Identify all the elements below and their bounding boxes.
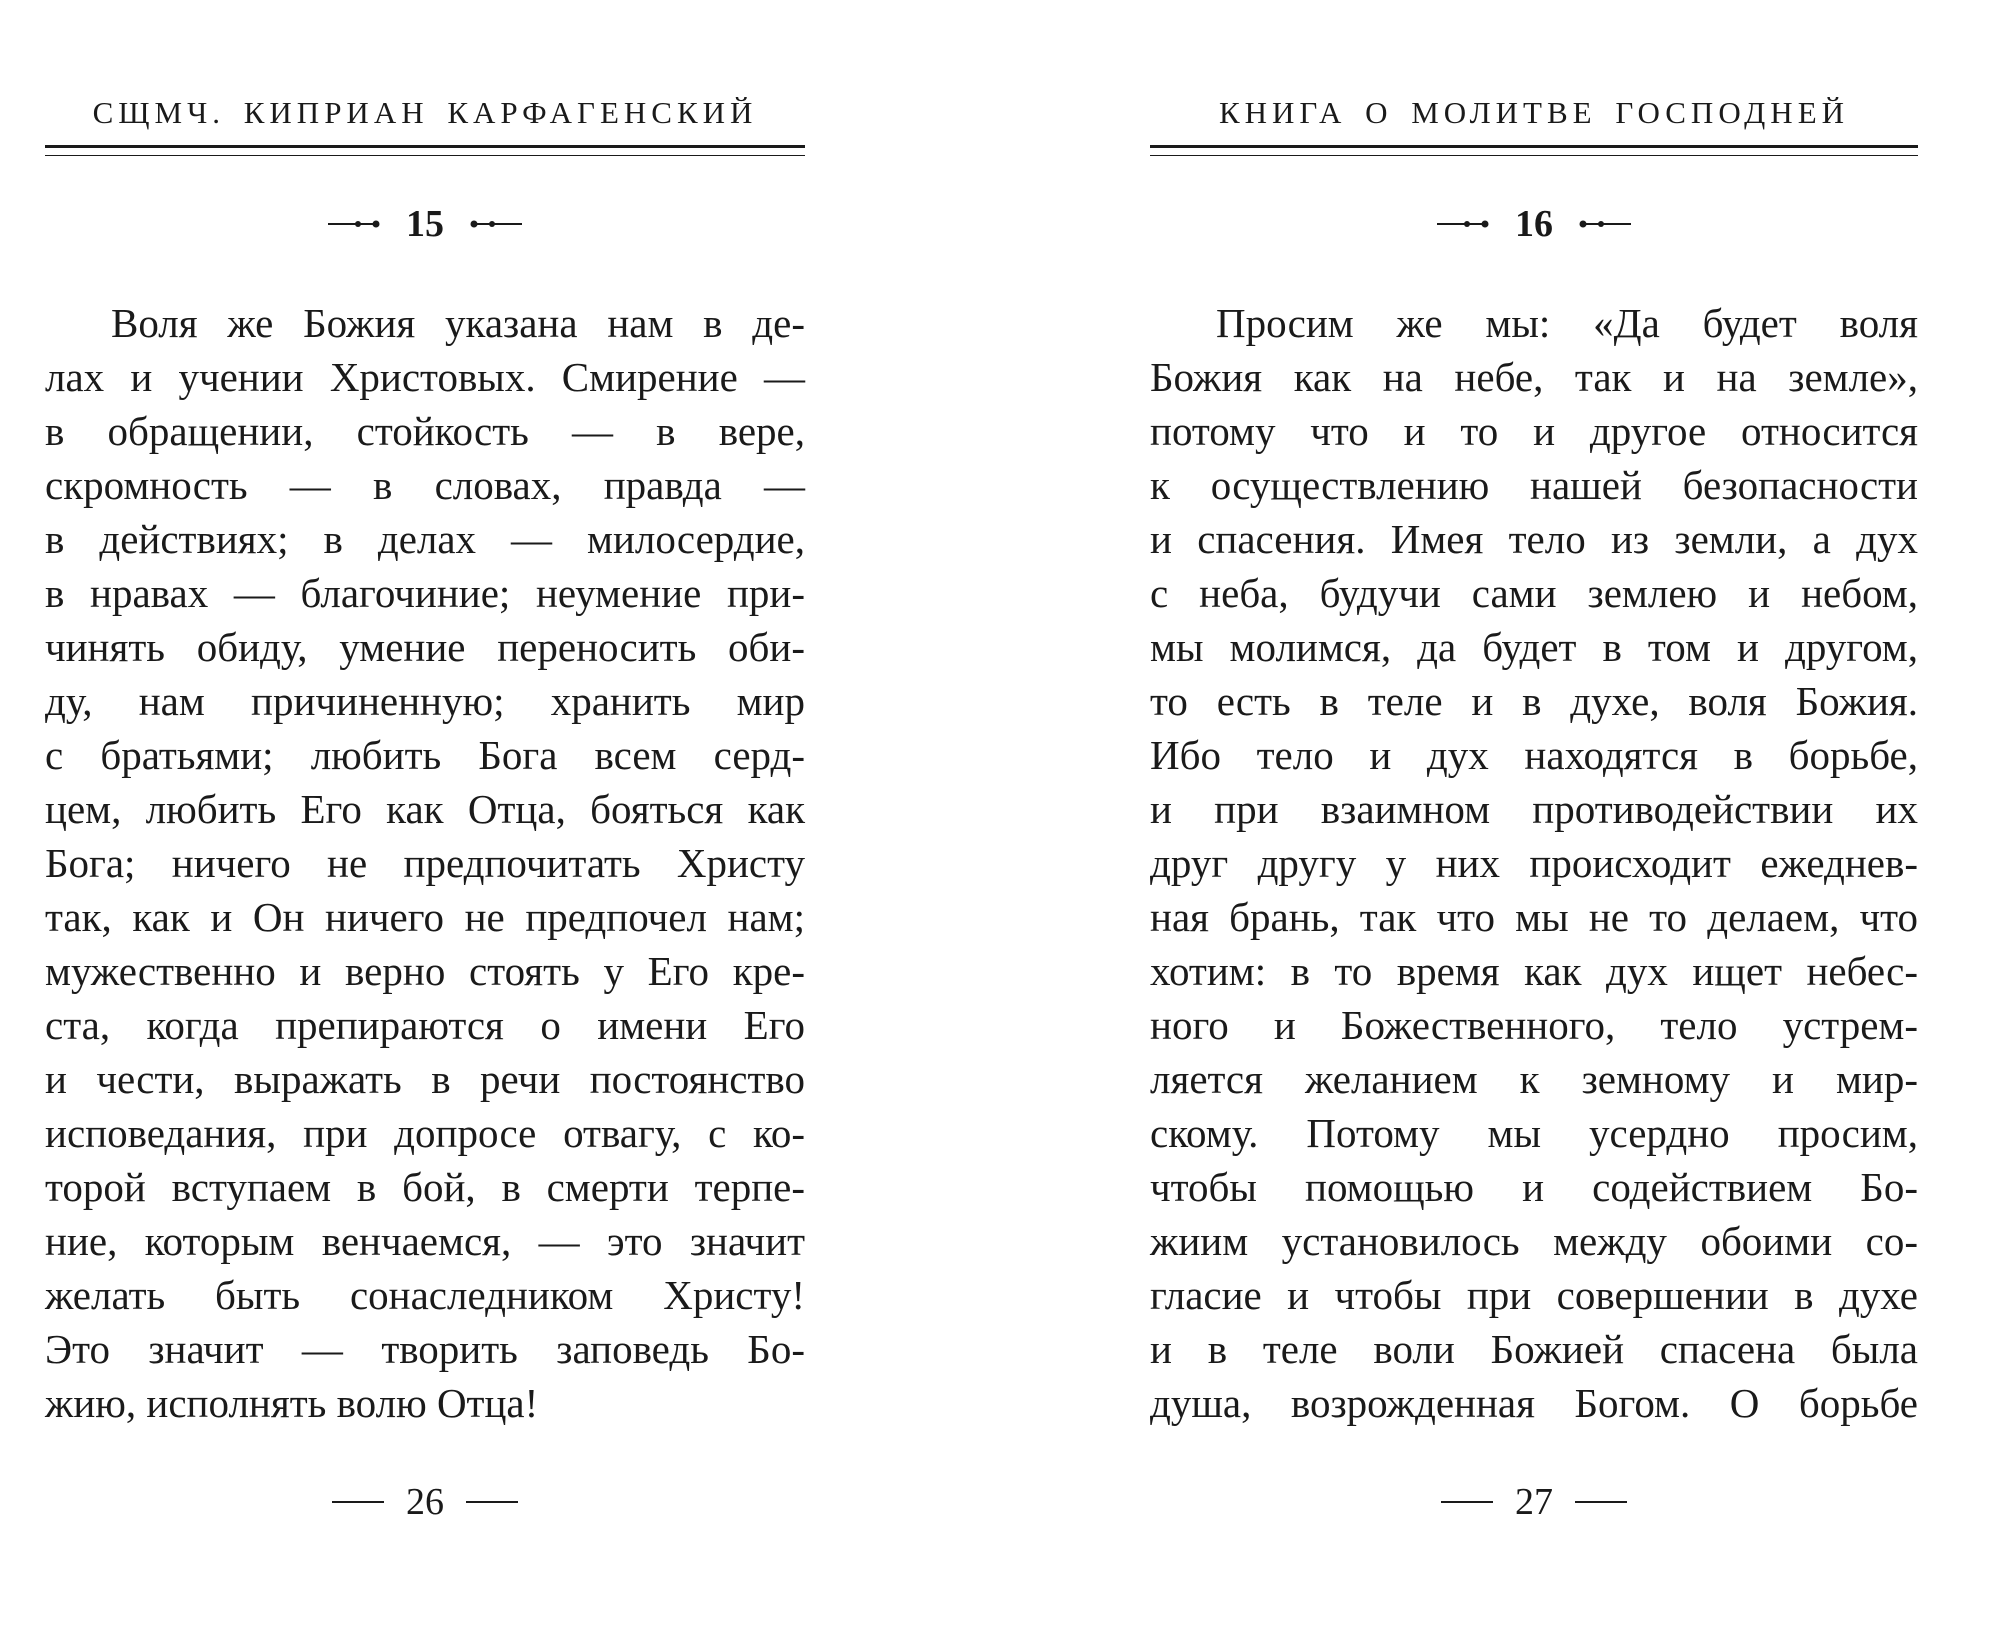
- text-line: ние, которым венчаемся, — это значит: [45, 1218, 805, 1264]
- running-head: КНИГА О МОЛИТВЕ ГОСПОДНЕЙ: [1218, 95, 1850, 130]
- text-line: Это значит — творить заповедь Бо-: [45, 1326, 805, 1372]
- ornament-right-icon: [470, 217, 522, 231]
- text-line: потому что и то и другое относится: [1150, 408, 1918, 454]
- text-line: и чести, выражать в речи постоянство: [45, 1056, 805, 1102]
- text-line: Воля же Божия указана нам в де-: [111, 300, 805, 346]
- text-line: Ибо тело и дух находятся в борьбе,: [1150, 732, 1918, 778]
- text-line: желать быть сонаследником Христу!: [45, 1272, 805, 1318]
- text-line: то есть в теле и в духе, воля Божия.: [1150, 678, 1918, 724]
- body-text: [1150, 296, 1918, 1430]
- folio-dash-left: [332, 1501, 384, 1503]
- text-line: гласие и чтобы при совершении в духе: [1150, 1272, 1918, 1318]
- ornament-right-icon: [1579, 217, 1631, 231]
- text-line: жию, исполнять волю Отца!: [45, 1380, 539, 1426]
- text-line: друг другу у них происходит ежеднев-: [1150, 840, 1918, 886]
- text-line: Божия как на небе, так и на земле»,: [1150, 354, 1918, 400]
- text-line: и при взаимном противодействии их: [1150, 786, 1918, 832]
- chapter-number: 16: [1515, 203, 1553, 245]
- text-line: душа, возрожденная Богом. О борьбе: [1150, 1380, 1918, 1426]
- page-number: [45, 1480, 805, 1524]
- folio-dash-right: [1575, 1501, 1627, 1503]
- text-line: торой вступаем в бой, в смерти терпе-: [45, 1164, 805, 1210]
- text-line: в действиях; в делах — милосердие,: [45, 516, 805, 562]
- text-line: исповедания, при допросе отвагу, с ко-: [45, 1110, 805, 1156]
- text-line: Бога; ничего не предпочитать Христу: [45, 840, 805, 886]
- header-rule-thick: [45, 145, 805, 148]
- text-line: чинять обиду, умение переносить оби-: [45, 624, 805, 670]
- text-line: Просим же мы: «Да будет воля: [1216, 300, 1918, 346]
- header-rule-thick: [1150, 145, 1918, 148]
- page-number-value: 27: [1515, 1481, 1553, 1523]
- page-number-value: 26: [406, 1481, 444, 1523]
- text-line: так, как и Он ничего не предпочел нам;: [45, 894, 805, 940]
- text-line: с неба, будучи сами землею и небом,: [1150, 570, 1918, 616]
- text-line: к осуществлению нашей безопасности: [1150, 462, 1918, 508]
- header-rule-thin: [45, 155, 805, 156]
- text-line: ста, когда препираются о имени Его: [45, 1002, 805, 1048]
- running-head: СЩМЧ. КИПРИАН КАРФАГЕНСКИЙ: [92, 95, 758, 130]
- ornament-left-icon: [328, 217, 380, 231]
- text-line: и спасения. Имея тело из земли, а дух: [1150, 516, 1918, 562]
- text-line: ного и Божественного, тело устрем-: [1150, 1002, 1918, 1048]
- text-line: цем, любить Его как Отца, бояться как: [45, 786, 805, 832]
- page-number: [1150, 1480, 1918, 1524]
- chapter-heading: [1150, 205, 1918, 243]
- text-line: жиим установилось между обоими со-: [1150, 1218, 1918, 1264]
- text-line: ду, нам причиненную; хранить мир: [45, 678, 805, 724]
- text-line: скромность — в словах, правда —: [45, 462, 805, 508]
- header-rule-thin: [1150, 155, 1918, 156]
- text-line: скому. Потому мы усердно просим,: [1150, 1110, 1918, 1156]
- text-line: в нравах — благочиние; неумение при-: [45, 570, 805, 616]
- body-text: [45, 296, 805, 1430]
- text-line: мы молимся, да будет в том и другом,: [1150, 624, 1918, 670]
- folio-dash-left: [1441, 1501, 1493, 1503]
- text-line: чтобы помощью и содействием Бо-: [1150, 1164, 1918, 1210]
- text-line: мужественно и верно стоять у Его кре-: [45, 948, 805, 994]
- text-line: хотим: в то время как дух ищет небес-: [1150, 948, 1918, 994]
- text-line: с братьями; любить Бога всем серд-: [45, 732, 805, 778]
- ornament-left-icon: [1437, 217, 1489, 231]
- text-line: лах и учении Христовых. Смирение —: [45, 354, 805, 400]
- folio-dash-right: [466, 1501, 518, 1503]
- chapter-heading: [45, 205, 805, 243]
- text-line: ная брань, так что мы не то делаем, что: [1150, 894, 1918, 940]
- chapter-number: 15: [406, 203, 444, 245]
- text-line: в обращении, стойкость — в вере,: [45, 408, 805, 454]
- text-line: и в теле воли Божией спасена была: [1150, 1326, 1918, 1372]
- text-line: ляется желанием к земному и мир-: [1150, 1056, 1918, 1102]
